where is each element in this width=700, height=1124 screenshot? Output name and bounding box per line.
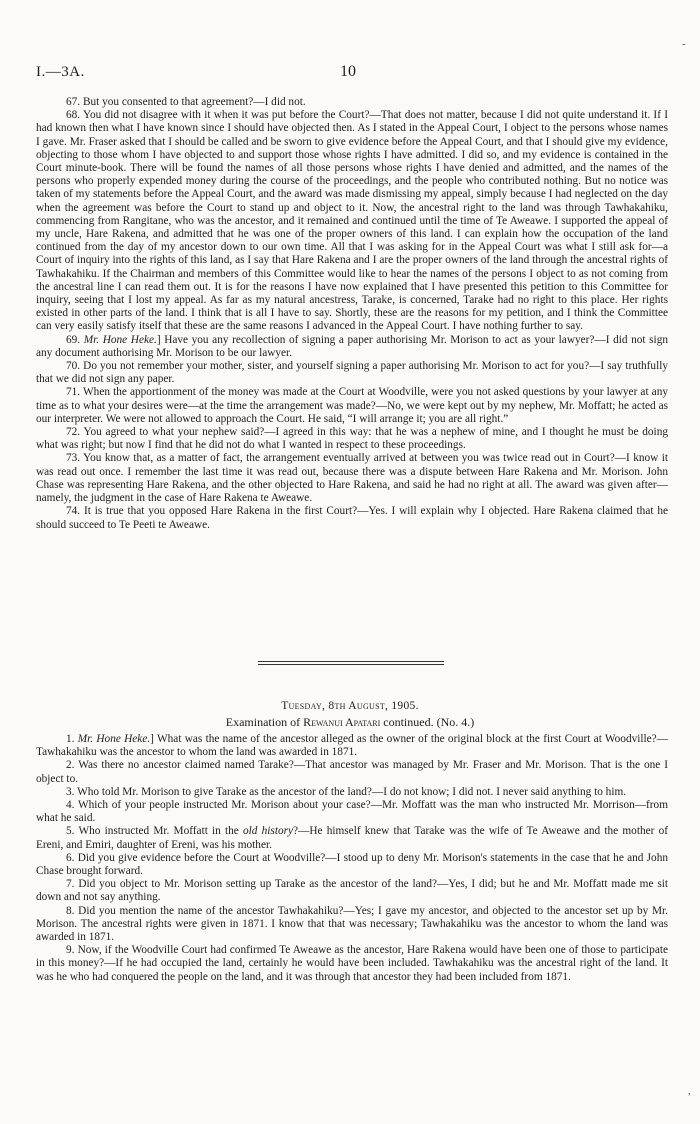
paragraph-70: 70. Do you not remember your mother, sister, and yourself signing a paper authorising Mr. Morison to act for you?—I say truthfully that we did not sign any paper. [36,360,668,386]
page-number: 10 [340,63,356,80]
paragraph-67: 67. But you consented to that agreement?—I did not. [66,96,306,108]
margin-mark: - [682,38,686,50]
paragraph-7: 7. Did you object to Mr. Morison setting up Tarake as the ancestor of the land?—Yes, I did; but he and Mr. Moffatt made me sit down and not say anything. [36,878,668,904]
paragraph-71: 71. When the apportionment of the money was made at the Court at Woodville, were you not asked questions by your lawyer at any time as to what your desires were—at the time the arrangement was made?—No, we were kept out by my nephew, Mr. Moffatt; he acted as our interpreter. We were not allowed to approach the Court. He said, “I will arrange it; you are all right.” [36,386,668,425]
paragraph-6: 6. Did you give evidence before the Court at Woodville?—I stood up to deny Mr. Morison's statements in the case that he and John Chase brought forward. [36,851,668,878]
document-reference: I.—3A. [36,64,85,80]
section-1-text [36,96,668,532]
section-date: Tuesday, 8th August, 1905. [281,700,419,712]
paragraph-4: 4. Which of your people instructed Mr. Morison about your case?—Mr. Moffatt was the man who instructed Mr. Morrison—from what he said. [36,799,668,825]
paragraph-73: 73. You know that, as a matter of fact, the arrangement eventually arrived at between you was twice read out in Court?—I know it was read out once. I remember the last time it was read out, because there was a dispute between Hare Rakena and Mr. Morison. John Chase was representing Hare Rakena, and the other objected to Hare Rakena, and said he had no right at all. The award was given after—namely, the judgment in the case of Hare Rakena te Aweawe. [36,452,668,505]
margin-mark: , [688,1085,691,1097]
paragraph-3: 3. Who told Mr. Morison to give Tarake as the ancestor of the land?—I do not know; I did not. I never said anything to him. [66,785,627,798]
paragraph-9: 9. Now, if the Woodville Court had confirmed Te Aweawe as the ancestor, Hare Rakena would have been one of those to participate in this money?—If he had occupied the land, certainly he would have been included. Tawhakahiku was the ancestral right of the land. It was he who had conquered the people on the land, and it was through that ancestor they had been included from 1871. [36,944,668,983]
paragraph-69: 69. Mr. Hone Heke.] Have you any recollection of signing a paper authorising Mr. Morison to act as your lawyer?—I did not sign any document authorising Mr. Morison to be our lawyer. [36,333,668,359]
witness-name: Rewanui Apatari [303,715,381,729]
paragraph-1: 1. Mr. Hone Heke.] What was the name of the ancestor alleged as the owner of the original block at the first Court at Woodville?—Tawhakahiku was the ancestor to whom the land was awarded in 1871. [36,733,668,759]
section-2-text [36,733,668,984]
section-title: Examination of Rewanui Apatari continued. (No. 4.) [225,715,475,729]
speaker-name: Mr. Hone Heke. [83,333,157,346]
paragraph-5: 5. Who instructed Mr. Moffatt in the old history?—He himself knew that Tarake was the wife of Te Aweawe and the mother of Ereni, and Emiri, daughter of Ereni, was his mother. [36,825,668,851]
section-divider [258,661,444,665]
speaker-name: Mr. Hone Heke. [77,733,151,745]
paragraph-8: 8. Did you mention the name of the ancestor Tawhakahiku?—Yes; I gave my ancestor, and objected to the ancestor set up by Mr. Morison. The ancestral rights were given in 1871. I know that that was necessary; Tawhakahiku was the ancestor to whom the land was awarded in 1871. [36,904,668,944]
paragraph-68: 68. You did not disagree with it when it was put before the Court?—That does not matter, because I did not quite understand it. If I had known then what I have known since I should have objected then. As I stated in the Appeal Court, I object to the persons whose names I gave. Mr. Fraser asked that I should be called and be sworn to give evidence before the Appeal Court, and that I should give my evidence, objecting to those whom I have objected to and support those whose rights I have admitted. I did so, and my evidence is contained in the Court minute-book. There will be found the names of all those persons whose rights I have denied and admitted, and the names of the persons who properly expended money during the course of the proceedings, and the people who contributed nothing. But no notice was taken of my statements before the Appeal Court, and the award was made dismissing my appeal, simply because I had neglected on the day when the agreement was before the Court to stand up and object to it. Now, the ancestral right to the land was through Tawhakahiku, commencing from Rangitane, who was the ancestor, and it remained and continued until the time of Te Aweawe. I supported the appeal of my uncle, Hare Rakena, and admitted that he was one of the proper owners of this land. I can explain how the occupation of the land continued from the day of my ancestor down to our own time. All that I was asking for in the Appeal Court was what I still ask for—a Court of inquiry into the rights of this land, as I say that Hare Rakena and I are the proper owners of the land through the ancestral rights of Tawhakahiku. If the Chairman and members of this Committee would like to hear the names of the persons I object to as not coming from the ancestral line I can read them out. It is for the reasons I have now explained that I have presented this petition to this Committee for inquiry, seeing that I lost my appeal. As far as my natural ancestress, Tarake, is concerned, Tarake had no right to this place. Her rights existed in other parts of the land. I think that is all I have to say. Shortly, these are the reasons for my petition, and I think the Committee can very easily satisfy itself that these are the same reasons I advanced in the Appeal Court. I have nothing further to say. [36,109,668,333]
paragraph-74: 74. It is true that you opposed Hare Rakena in the first Court?—Yes. I will explain why I objected. Hare Rakena claimed that he should succeed to Te Peeti te Aweawe. [36,505,668,531]
paragraph-72: 72. You agreed to what your nephew said?—I agreed in this way: that he was a nephew of mine, and I thought he must be doing what was right; but now I find that he did not do what I wanted in respect to these proceedings. [36,426,668,452]
paragraph-2: 2. Was there no ancestor claimed named Tarake?—That ancestor was managed by Mr. Fraser and Mr. Morison. That is the one I object to. [36,759,668,785]
